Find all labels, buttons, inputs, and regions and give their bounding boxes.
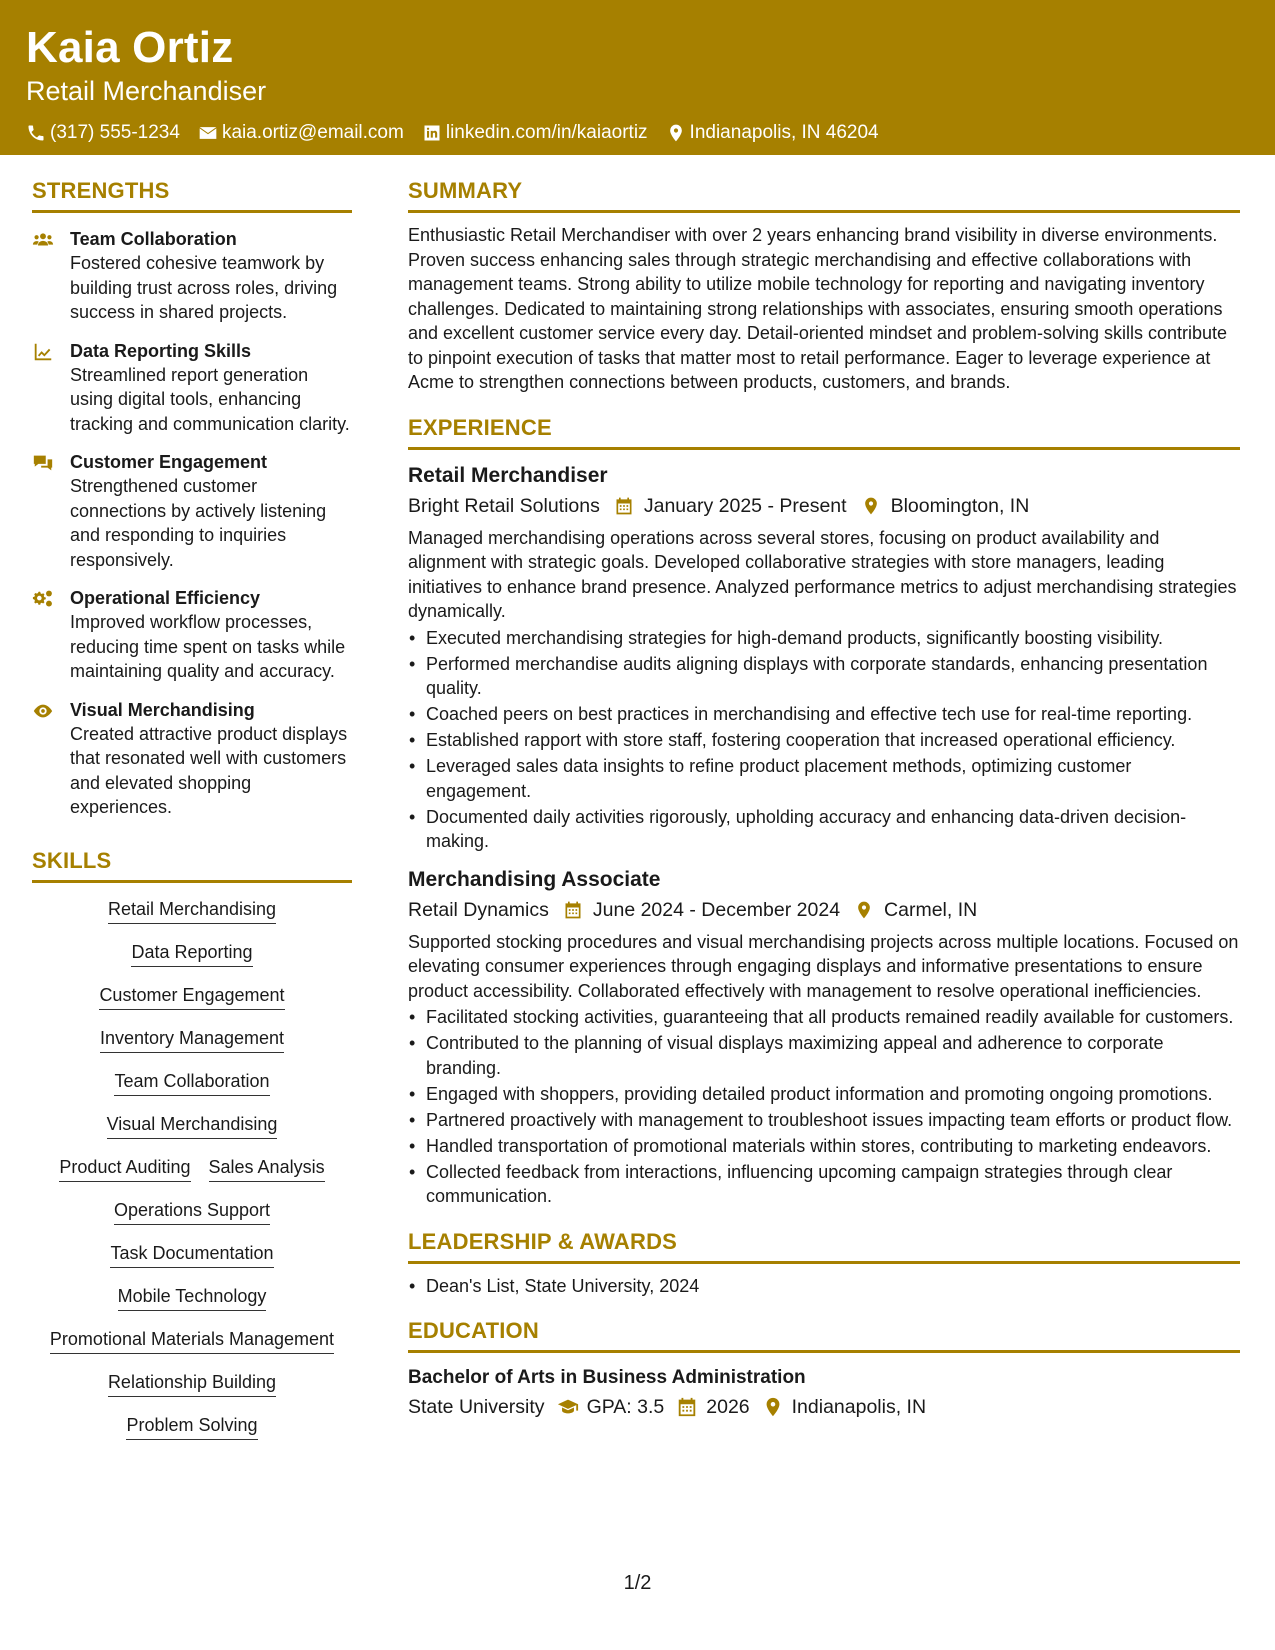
job-bullets <box>408 1005 1240 1209</box>
skills-heading: SKILLS <box>32 846 352 883</box>
strength-title: Customer Engagement <box>70 452 268 472</box>
education-heading: EDUCATION <box>408 1316 1240 1353</box>
skill-tag: Operations Support <box>114 1198 270 1225</box>
skill-row <box>32 1026 352 1053</box>
skill-tag: Retail Merchandising <box>108 897 276 924</box>
job-title: Merchandising Associate <box>408 867 661 891</box>
contact-phone <box>26 122 180 144</box>
company-name: Bright Retail Solutions <box>408 494 600 517</box>
skill-row <box>32 1370 352 1397</box>
location-pin-icon <box>666 123 686 143</box>
envelope-icon <box>198 123 218 143</box>
summary-heading: SUMMARY <box>408 176 1240 213</box>
job-bullet: • Documented daily activities rigorously, upholding accuracy and enhancing data-driven decision-making. <box>408 805 1240 854</box>
job-bullet: • Engaged with shoppers, providing detailed product information and promoting ongoing promotions. <box>408 1082 1240 1107</box>
awards-heading: LEADERSHIP & AWARDS <box>408 1227 1240 1264</box>
graduation-year: 2026 <box>706 1396 750 1418</box>
company-name: Retail Dynamics <box>408 898 549 921</box>
strength-desc: Created attractive product displays that resonated well with customers and elevated shopping experiences. <box>70 723 348 817</box>
skill-tag: Data Reporting <box>131 940 252 967</box>
skill-row <box>32 1284 352 1311</box>
summary-text: Enthusiastic Retail Merchandiser with over 2 years enhancing brand visibility in diverse environments. Proven success enhancing sales through strategic merchandising and effective collaborations with management teams. Strong ability to utilize mobile technology for reporting and navigating inventory challenges. Dedicated to maintaining strong relationships with associates, ensuring smooth operations and excellent customer service every day. Detail-oriented mindset and problem-solving skills contribute to pinpoint execution of tasks that matter most to retail performance. Eager to leverage experience at Acme to strengthen connections between products, customers, and brands. <box>408 225 1228 392</box>
job-bullets <box>408 626 1240 854</box>
job-bullet: • Executed merchandising strategies for high-demand products, significantly boosting visibility. <box>408 626 1240 651</box>
linkedin-icon <box>422 123 442 143</box>
strength-item <box>32 339 352 437</box>
skill-tag: Sales Analysis <box>209 1155 325 1182</box>
contact-location <box>666 122 879 144</box>
skill-row <box>32 1155 352 1182</box>
job-entry <box>408 866 1240 1209</box>
skill-row <box>32 983 352 1010</box>
degree: Bachelor of Arts in Business Administration <box>408 1367 806 1388</box>
location-pin-icon <box>762 1396 784 1418</box>
job-title: Retail Merchandiser <box>408 463 608 487</box>
calendar-icon <box>676 1396 698 1418</box>
strength-desc: Streamlined report generation using digital tools, enhancing tracking and communication clarity. <box>70 364 350 434</box>
skill-tag: Promotional Materials Management <box>50 1327 334 1354</box>
skill-tag: Task Documentation <box>110 1241 273 1268</box>
skill-tag: Inventory Management <box>100 1026 284 1053</box>
resume-header <box>0 0 1275 155</box>
job-bullet: • Contributed to the planning of visual displays maximizing appeal and adherence to corporate branding. <box>408 1031 1240 1080</box>
skill-row <box>32 1327 352 1354</box>
strength-item <box>32 450 352 572</box>
contact-linkedin-text: linkedin.com/in/kaiaortiz <box>445 122 648 143</box>
job-description: Supported stocking procedures and visual merchandising projects across multiple locations. Focused on elevating consumer experiences through engaging displays and informative presentations to ensure product accessibility. Collaborated effectively with management to resolve operational inefficiencies. <box>408 931 1239 1001</box>
skill-row <box>32 1241 352 1268</box>
job-meta <box>408 896 1240 924</box>
job-dates: January 2025 - Present <box>643 494 847 517</box>
strength-title: Data Reporting Skills <box>70 340 252 361</box>
skill-tag: Team Collaboration <box>114 1069 269 1096</box>
awards-list <box>408 1274 1240 1299</box>
skill-row <box>32 940 352 967</box>
skills-list <box>32 897 352 1440</box>
contact-phone-text: (317) 555-1234 <box>50 122 180 143</box>
eye-icon <box>32 700 54 722</box>
job-location: Bloomington, IN <box>890 494 1030 517</box>
right-column <box>408 176 1240 1421</box>
skill-tag: Customer Engagement <box>99 983 284 1010</box>
skill-row <box>32 1069 352 1096</box>
gears-icon <box>32 588 54 610</box>
school-name: State University <box>408 1396 545 1418</box>
skill-row <box>32 897 352 924</box>
skill-tag: Problem Solving <box>126 1413 257 1440</box>
strength-title: Operational Efficiency <box>70 588 261 608</box>
strength-title: Visual Merchandising <box>70 699 255 720</box>
contact-email[interactable] <box>198 122 404 144</box>
job-bullet: • Coached peers on best practices in merchandising and effective tech use for real-time reporting. <box>408 702 1240 727</box>
location-pin-icon <box>861 496 881 516</box>
job-location: Carmel, IN <box>884 898 978 921</box>
skill-tag: Product Auditing <box>59 1155 190 1182</box>
strength-desc: Fostered cohesive teamwork by building trust across roles, driving success in shared projects. <box>70 253 338 322</box>
skill-tag: Visual Merchandising <box>107 1112 278 1139</box>
comments-icon <box>32 452 54 474</box>
strength-item <box>32 227 352 325</box>
job-bullet: • Facilitated stocking activities, guaranteeing that all products remained readily available for customers. <box>408 1005 1240 1030</box>
skill-row <box>32 1198 352 1225</box>
strength-title: Team Collaboration <box>70 229 237 249</box>
job-dates: June 2024 - December 2024 <box>592 898 841 921</box>
job-bullet: • Collected feedback from interactions, influencing upcoming campaign strategies through clear communication. <box>408 1160 1240 1209</box>
job-bullet: • Partnered proactively with management to troubleshoot issues impacting team efforts or product flow. <box>408 1108 1240 1133</box>
phone-icon <box>26 123 46 143</box>
skill-row <box>32 1112 352 1139</box>
left-column <box>32 176 352 1456</box>
strength-item <box>32 586 352 684</box>
award-item: • Dean's List, State University, 2024 <box>408 1274 1240 1299</box>
page-number: 1/2 <box>623 1572 652 1594</box>
skill-row <box>32 1413 352 1440</box>
strength-desc: Strengthened customer connections by actively listening and responding to inquiries responsively. <box>70 476 327 570</box>
contact-linkedin[interactable] <box>422 122 648 144</box>
experience-list <box>408 462 1240 1209</box>
gpa: GPA: 3.5 <box>586 1396 665 1418</box>
job-bullet: • Performed merchandise audits aligning displays with corporate standards, enhancing presentation quality. <box>408 652 1240 701</box>
location-pin-icon <box>854 900 874 920</box>
skill-tag: Mobile Technology <box>118 1284 267 1311</box>
chart-line-icon <box>32 341 54 363</box>
job-bullet: • Established rapport with store staff, fostering cooperation that increased operational efficiency. <box>408 728 1240 753</box>
calendar-icon <box>614 496 634 516</box>
job-description: Managed merchandising operations across several stores, focusing on product availability and alignment with strategic goals. Developed collaborative strategies with store managers, leading initiatives to enhance brand presence. Analyzed performance metrics to adjust merchandising strategies dynamically. <box>408 527 1237 621</box>
users-icon <box>32 229 54 251</box>
contact-location-text: Indianapolis, IN 46204 <box>689 122 879 143</box>
education-meta <box>408 1393 1240 1421</box>
calendar-icon <box>563 900 583 920</box>
graduation-cap-icon <box>557 1396 579 1418</box>
candidate-name: Kaia Ortiz <box>26 23 234 72</box>
experience-heading: EXPERIENCE <box>408 413 1240 450</box>
contact-email-text: kaia.ortiz@email.com <box>221 122 404 143</box>
strength-item <box>32 698 352 820</box>
candidate-title: Retail Merchandiser <box>26 76 267 106</box>
job-meta <box>408 492 1240 520</box>
strengths-heading: STRENGTHS <box>32 176 352 213</box>
job-bullet: • Handled transportation of promotional materials within stores, contributing to marketing endeavors. <box>408 1134 1240 1159</box>
job-bullet: • Leveraged sales data insights to refine product placement methods, optimizing customer engagement. <box>408 754 1240 803</box>
skill-tag: Relationship Building <box>108 1370 276 1397</box>
contact-bar <box>26 122 1249 144</box>
job-entry <box>408 462 1240 854</box>
strength-desc: Improved workflow processes, reducing time spent on tasks while maintaining quality and accuracy. <box>70 612 346 681</box>
education-location: Indianapolis, IN <box>791 1396 927 1418</box>
